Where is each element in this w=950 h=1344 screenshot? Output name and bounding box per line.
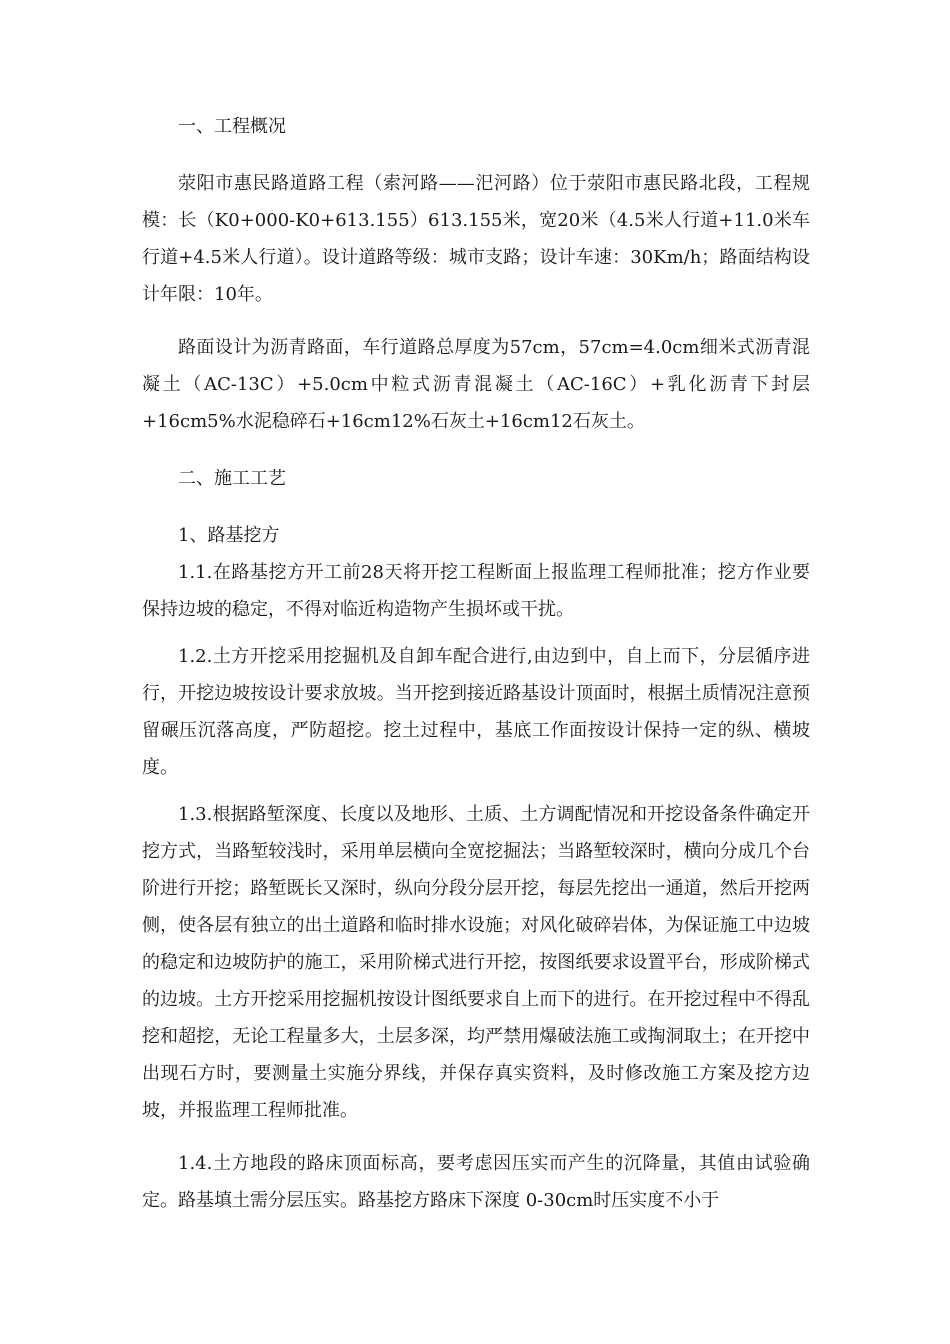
section-heading-overview: 一、工程概况 xyxy=(178,116,286,137)
subsection-heading-excavation: 1、路基挖方 xyxy=(178,525,280,546)
clause-1-2: 1.2.土方开挖采用挖掘机及自卸车配合进行,由边到中，自上而下，分层循序进行，开挖边坡按设计要求放坡。当开挖到接近路基设计顶面时，根据土质情况注意预留碾压沉落高度，严防超挖。挖土过程中，基底工作面按设计保持一定的纵、横坡度。 xyxy=(142,646,810,778)
document-body xyxy=(142,108,810,1219)
clause-1-3: 1.3.根据路堑深度、长度以及地形、土质、土方调配情况和开挖设备条件确定开挖方式，当路堑较浅时，采用单层横向全宽挖掘法；当路堑较深时，横向分成几个台阶进行开挖；路堑既长又深时，纵向分段分层开挖，每层先挖出一通道，然后开挖两侧，使各层有独立的出土道路和临时排水设施；对风化破碎岩体，为保证施工中边坡的稳定和边坡防护的施工，采用阶梯式进行开挖，按图纸要求设置平台，形成阶梯式的边坡。土方开挖采用挖掘机按设计图纸要求自上而下的进行。在开挖过程中不得乱挖和超挖，无论工程量多大，土层多深，均严禁用爆破法施工或掏洞取土；在开挖中出现石方时，要测量土实施分界线，并保存真实资料，及时修改施工方案及挖方边坡，并报监理工程师批准。 xyxy=(142,804,810,1121)
clause-1-4: 1.4.土方地段的路床顶面标高，要考虑因压实而产生的沉降量，其值由试验确定。路基填土需分层压实。路基挖方路床下深度 0-30cm时压实度不小于 xyxy=(142,1153,810,1211)
overview-paragraph-scale: 荥阳市惠民路道路工程（索河路——汜河路）位于荥阳市惠民路北段，工程规模：长（K0+000-K0+613.155）613.155米，宽20米（4.5米人行道+11.0米车行道+4.5米人行道）。设计道路等级：城市支路；设计车速：30Km/h；路面结构设计年限：10年。 xyxy=(142,173,810,305)
section-heading-process: 二、施工工艺 xyxy=(178,468,286,489)
clause-1-1: 1.1.在路基挖方开工前28天将开挖工程断面上报监理工程师批准；挖方作业要保持边坡的稳定，不得对临近构造物产生损坏或干扰。 xyxy=(142,562,810,620)
overview-paragraph-pavement: 路面设计为沥青路面，车行道路总厚度为57cm，57cm=4.0cm细米式沥青混凝土（AC-13C）+5.0cm中粒式沥青混凝土（AC-16C）+乳化沥青下封层+16cm5%水泥稳碎石+16cm12%石灰土+16cm12石灰土。 xyxy=(142,337,810,432)
